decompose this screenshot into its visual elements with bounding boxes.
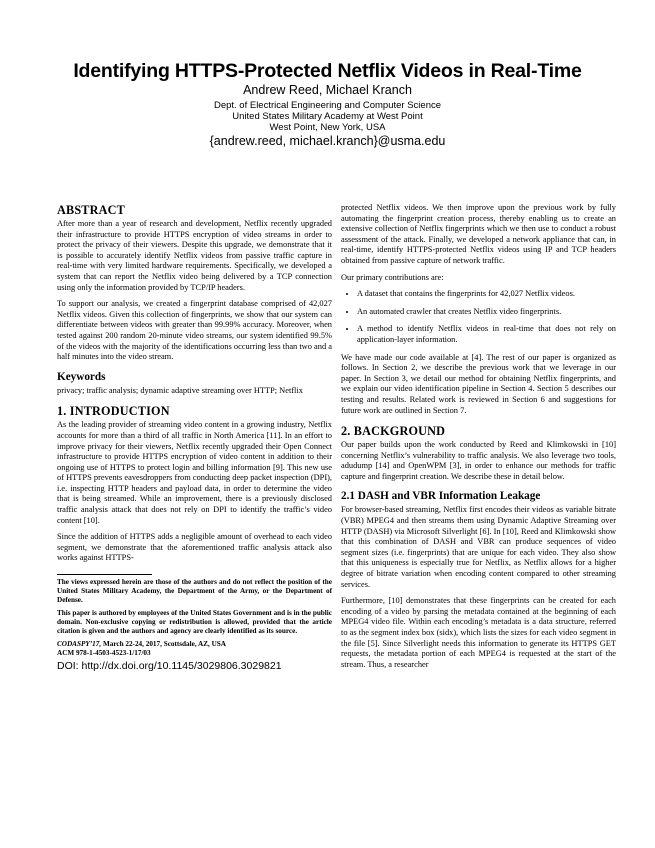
dash-subheading: 2.1 DASH and VBR Information Leakage <box>341 490 541 503</box>
paper-organization: We have made our code available at [4]. The rest of our paper is organized as follows. In Section 2, we describe the previous work that we leverage in our paper. In Section 3, we detail our method for obtaining Netflix fingerprints, and we explain our video identification pipeline in Section 4. Section 5 describes our testing and results. Related work is reviewed in Section 6 and suggestions for future work are outlined in Section 7. <box>341 352 616 415</box>
affiliation-institution: United States Military Academy at West Point <box>232 111 423 122</box>
list-item: • A dataset that contains the fingerprints for 42,027 Netflix videos. <box>357 289 616 300</box>
keywords-text: privacy; traffic analysis; dynamic adaptive streaming over HTTP; Netflix <box>57 385 303 395</box>
footnote-license: This paper is authored by employees of the United States Government and is in the public domain. Non-exclusive copying or redistribution is allowed, provided that the article citation is given and the authors and agency are clearly identified as its source. <box>57 609 332 636</box>
right-column <box>341 203 616 676</box>
author-names: Andrew Reed, Michael Kranch <box>243 83 412 97</box>
introduction-heading: 1. INTRODUCTION <box>57 404 170 419</box>
background-paragraph: Our paper builds upon the work conducted by Reed and Klimkowski in [10] concerning Netflix’s vulnerability to traffic analysis. We also leverage two tools, adudump [14] and OpenWPM [3], in order to enhance our methods for traffic capture and fingerprint creation. We describe these in detail below. <box>341 440 616 481</box>
list-item: • A method to identify Netflix videos in real-time that does not rely on application-layer information. <box>357 324 616 345</box>
introduction-paragraph: Since the addition of HTTPS adds a negligible amount of overhead to each video segment, we demonstrate that the aforementioned traffic analysis attack also works against HTTPS- <box>57 532 332 563</box>
footnote-acm-isbn: ACM 978-1-4503-4523-1/17/03 <box>57 649 151 658</box>
paper-title: Identifying HTTPS-Protected Netflix Videos in Real-Time <box>73 60 582 82</box>
contributions-intro: Our primary contributions are: <box>341 272 444 282</box>
list-item: • An automated crawler that creates Netflix video fingerprints. <box>357 307 616 318</box>
contributions-list <box>341 289 616 345</box>
background-heading: 2. BACKGROUND <box>341 424 446 439</box>
footnote-venue <box>57 640 332 649</box>
keywords-heading: Keywords <box>57 370 106 383</box>
dash-paragraph: For browser-based streaming, Netflix first encodes their videos as variable bitrate (VBR) MPEG4 and then streams them using Dynamic Adaptive Streaming over HTTP (DASH) via Microsoft Silverlight [6]. In [10], Reed and Klimkowski show that this combination of DASH and VBR can produce sequences of video segment sizes (i.e. fingerprints) that are unique for each video. They also show that this uniqueness is especially true for Netflix, as Netflix allows for a higher degree of bitrate variation when encoding content compared to other streaming services. <box>341 505 616 589</box>
doi-link[interactable]: DOI: http://dx.doi.org/10.1145/3029806.3029821 <box>57 660 282 673</box>
affiliation-department: Dept. of Electrical Engineering and Computer Science <box>213 100 442 111</box>
conference-name: CODASPY’17, <box>57 640 102 649</box>
left-column <box>57 203 332 673</box>
footnote-divider <box>57 574 152 575</box>
footnote-disclaimer: The views expressed herein are those of the authors and do not reflect the position of the United States Military Academy, the Department of the Army, or the Department of Defense. <box>57 578 332 605</box>
dash-paragraph: Furthermore, [10] demonstrates that these fingerprints can be created for each encoding of a video by parsing the metadata contained at the beginning of each MPEG4 video file. Within each encoding’s metadata is a data structure, referred to as the segment index box (sidx), which lists the sizes for each video segment in the file [5]. Since Silverlight needs this information to generate its HTTPS GET requests, the metadata portion of each MPEG4 is requested at the start of the stream. Thus, a researcher <box>341 596 616 669</box>
conference-details: March 22-24, 2017, Scottsdale, AZ, USA <box>102 640 226 649</box>
author-emails: {andrew.reed, michael.kranch}@usma.edu <box>209 134 446 148</box>
abstract-paragraph: After more than a year of research and development, Netflix recently upgraded their infrastructure to provide HTTPS encryption of video streams in order to protect the privacy of their viewers. Despite this upgrade, we demonstrate that it is possible to accurately identify Netflix videos from passive traffic capture in real-time with very limited hardware requirements. Specifically, we developed a system that can report the Netflix video being delivered by a TCP connection using only the information provided by TCP/IP headers. <box>57 219 332 292</box>
abstract-paragraph: To support our analysis, we created a fingerprint database comprised of 42,027 Netflix videos. Given this collection of fingerprints, we show that our system can differentiate between videos with greater than 99.99% accuracy. Moreover, when tested against 200 random 20-minute video streams, our system identified 99.5% of the videos with the majority of the identifications occurring less than two and a half minutes into the video stream. <box>57 299 332 362</box>
abstract-heading: ABSTRACT <box>57 203 125 217</box>
introduction-paragraph: As the leading provider of streaming video content in a growing industry, Netflix accounts for more than a third of all traffic in North America [11]. In an effort to improve privacy for their viewers, Netflix recently upgraded their Open Connect infrastructure to provide HTTPS encryption of video content in addition to their ongoing use of HTTPS to protect login and billing information [9]. This new use of HTTPS prevents eavesdroppers from conducting deep packet inspection (DPI), i.e. inspecting HTTP headers and payload data, in order to determine the video that is being streamed. While an improvement, there is a previously disclosed traffic analysis attack that does not rely on DPI to identify the traffic’s video content [10]. <box>57 420 332 525</box>
affiliation-location: West Point, New York, USA <box>269 122 386 133</box>
introduction-continued: protected Netflix videos. We then improve upon the previous work by fully automating the fingerprint creation process, thereby enabling us to create an extensive collection of Netflix fingerprints which we then use to conduct a robust assessment of the attack. Finally, we developed a network appliance that can, in real-time, identify HTTPS-protected Netflix videos using IP and TCP headers obtained from passive capture of network traffic. <box>341 203 616 265</box>
